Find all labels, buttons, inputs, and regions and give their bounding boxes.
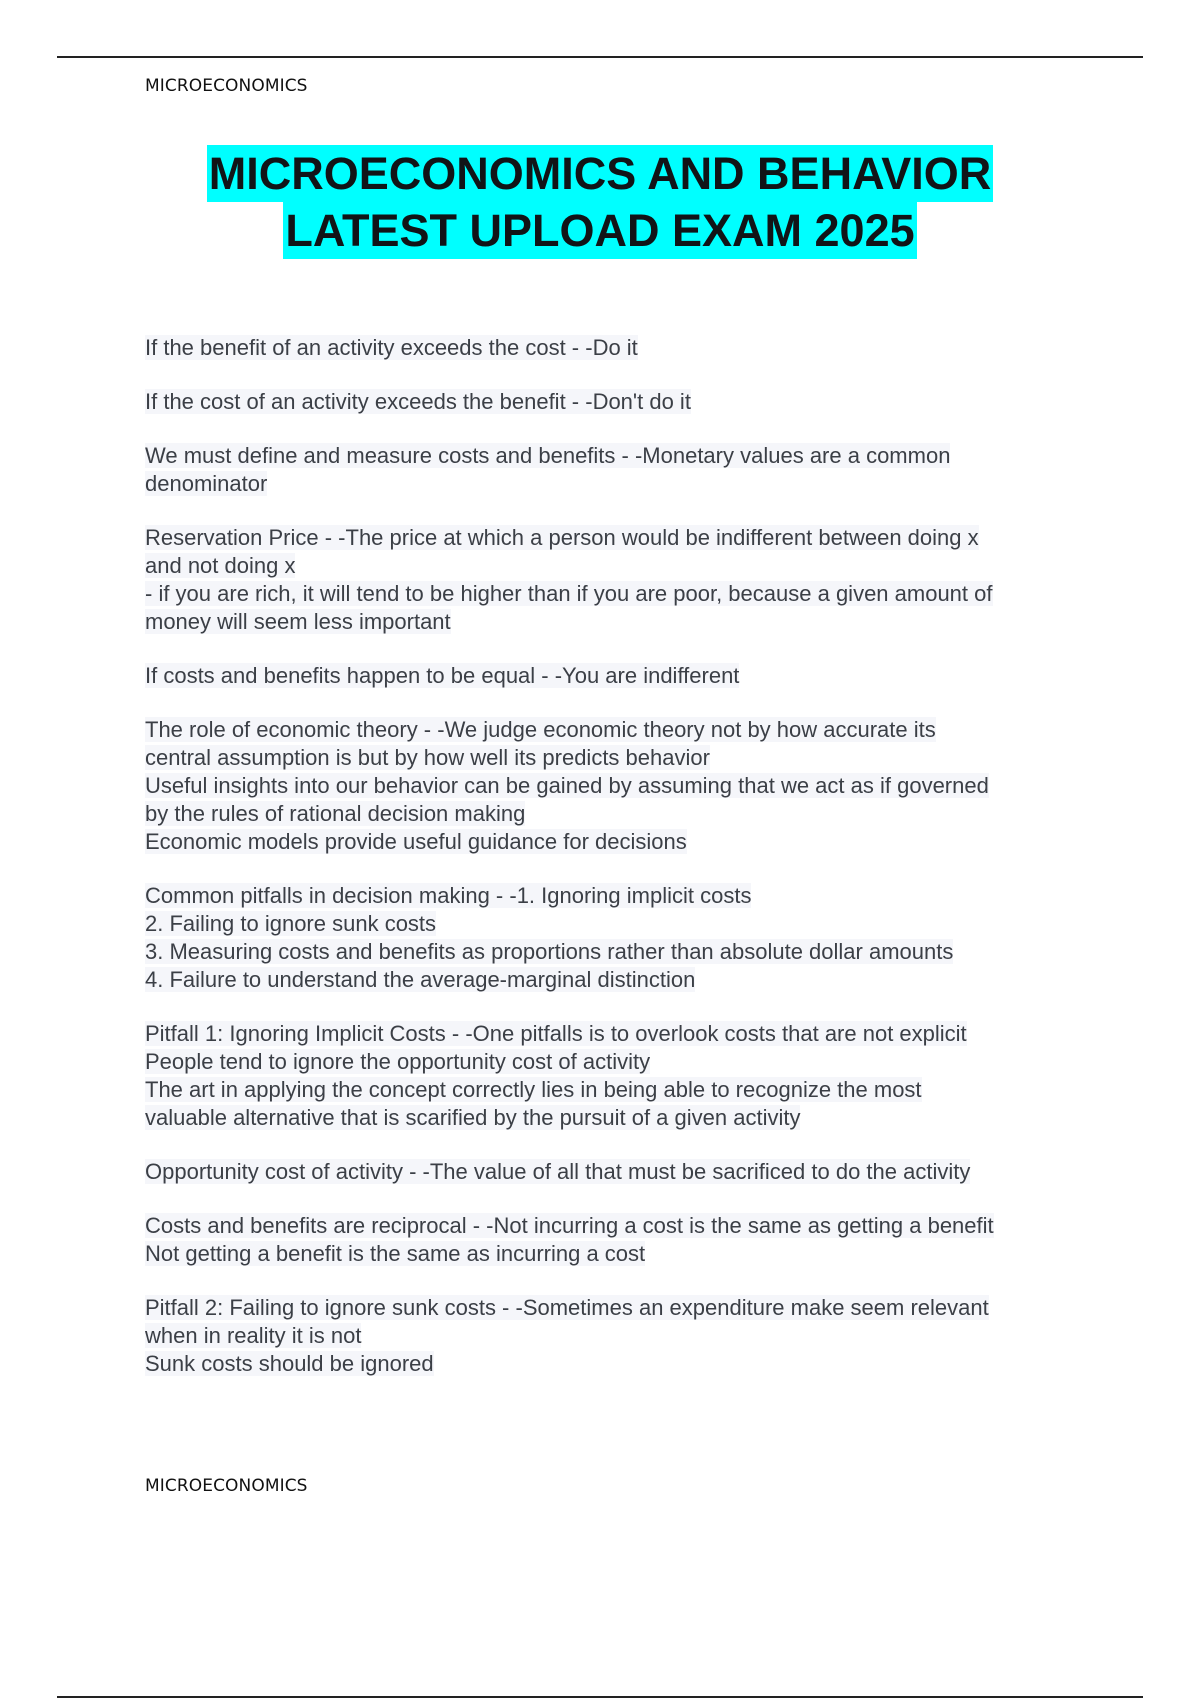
qa-line-text: when in reality it is not [145, 1323, 362, 1348]
qa-line [145, 744, 1085, 772]
qa-line-text: Pitfall 1: Ignoring Implicit Costs - -One pitfalls is to overlook costs that are not explicit [145, 1021, 967, 1046]
qa-line [145, 470, 1085, 498]
qa-line [145, 1322, 1085, 1350]
qa-line-text: If the benefit of an activity exceeds the cost - -Do it [145, 335, 638, 360]
bottom-rule [57, 1696, 1143, 1698]
qa-line [145, 1104, 1085, 1132]
qa-line-text: The role of economic theory - -We judge economic theory not by how accurate its [145, 717, 936, 742]
qa-line [145, 1158, 1085, 1186]
qa-entry [145, 1294, 1085, 1378]
qa-line [145, 334, 1085, 362]
qa-entry [145, 442, 1085, 498]
qa-line-text: 4. Failure to understand the average-marginal distinction [145, 967, 696, 992]
qa-line [145, 1020, 1085, 1048]
document-title [0, 145, 1200, 259]
qa-line [145, 1076, 1085, 1104]
qa-line [145, 524, 1085, 552]
qa-entry [145, 662, 1085, 690]
qa-line [145, 1048, 1085, 1076]
qa-line-text: Not getting a benefit is the same as incurring a cost [145, 1241, 646, 1266]
qa-line-text: Common pitfalls in decision making - -1. Ignoring implicit costs [145, 883, 752, 908]
qa-line-text: central assumption is but by how well its predicts behavior [145, 745, 710, 770]
qa-entry [145, 524, 1085, 636]
qa-entry [145, 1020, 1085, 1132]
qa-line-text: Opportunity cost of activity - -The value of all that must be sacrificed to do the activity [145, 1159, 971, 1184]
qa-line-text: 2. Failing to ignore sunk costs [145, 911, 437, 936]
qa-line [145, 552, 1085, 580]
qa-line [145, 662, 1085, 690]
qa-line-text: People tend to ignore the opportunity cost of activity [145, 1049, 651, 1074]
qa-line-text: and not doing x [145, 553, 296, 578]
qa-line-text: money will seem less important [145, 609, 451, 634]
qa-line-text: denominator [145, 471, 268, 496]
qa-line-text: Costs and benefits are reciprocal - -Not incurring a cost is the same as getting a benefit [145, 1213, 994, 1238]
qa-entry [145, 334, 1085, 362]
running-header: MICROECONOMICS [145, 76, 308, 96]
qa-line [145, 442, 1085, 470]
qa-line [145, 716, 1085, 744]
qa-line [145, 882, 1085, 910]
qa-line [145, 828, 1085, 856]
qa-line-text: Reservation Price - -The price at which a person would be indifferent between doing x [145, 525, 979, 550]
qa-line-text: Pitfall 2: Failing to ignore sunk costs - -Sometimes an expenditure make seem relevant [145, 1295, 989, 1320]
qa-line-text: We must define and measure costs and benefits - -Monetary values are a common [145, 443, 951, 468]
qa-line [145, 1212, 1085, 1240]
title-line-1: MICROECONOMICS AND BEHAVIOR [207, 145, 994, 202]
qa-entry [145, 1158, 1085, 1186]
qa-line [145, 1350, 1085, 1378]
qa-line-text: by the rules of rational decision making [145, 801, 526, 826]
qa-line-text: If costs and benefits happen to be equal - -You are indifferent [145, 663, 740, 688]
question-answer-list [145, 334, 1085, 1404]
qa-line [145, 938, 1085, 966]
qa-entry [145, 388, 1085, 416]
qa-entry [145, 1212, 1085, 1268]
qa-line [145, 1294, 1085, 1322]
qa-line-text: If the cost of an activity exceeds the benefit - -Don't do it [145, 389, 691, 414]
qa-entry [145, 882, 1085, 994]
qa-line-text: valuable alternative that is scarified by the pursuit of a given activity [145, 1105, 801, 1130]
qa-line-text: - if you are rich, it will tend to be higher than if you are poor, because a given amount of [145, 581, 993, 606]
qa-line-text: 3. Measuring costs and benefits as proportions rather than absolute dollar amounts [145, 939, 954, 964]
title-line-2: LATEST UPLOAD EXAM 2025 [283, 202, 916, 259]
qa-line-text: Sunk costs should be ignored [145, 1351, 434, 1376]
qa-line-text: Useful insights into our behavior can be gained by assuming that we act as if governed [145, 773, 989, 798]
running-footer: MICROECONOMICS [145, 1476, 308, 1496]
qa-line [145, 1240, 1085, 1268]
qa-line [145, 772, 1085, 800]
qa-line [145, 388, 1085, 416]
qa-line-text: Economic models provide useful guidance for decisions [145, 829, 687, 854]
qa-line [145, 966, 1085, 994]
qa-line [145, 608, 1085, 636]
qa-line [145, 910, 1085, 938]
qa-line [145, 800, 1085, 828]
qa-line [145, 580, 1085, 608]
qa-line-text: The art in applying the concept correctly lies in being able to recognize the most [145, 1077, 922, 1102]
top-rule [57, 56, 1143, 58]
qa-entry [145, 716, 1085, 856]
